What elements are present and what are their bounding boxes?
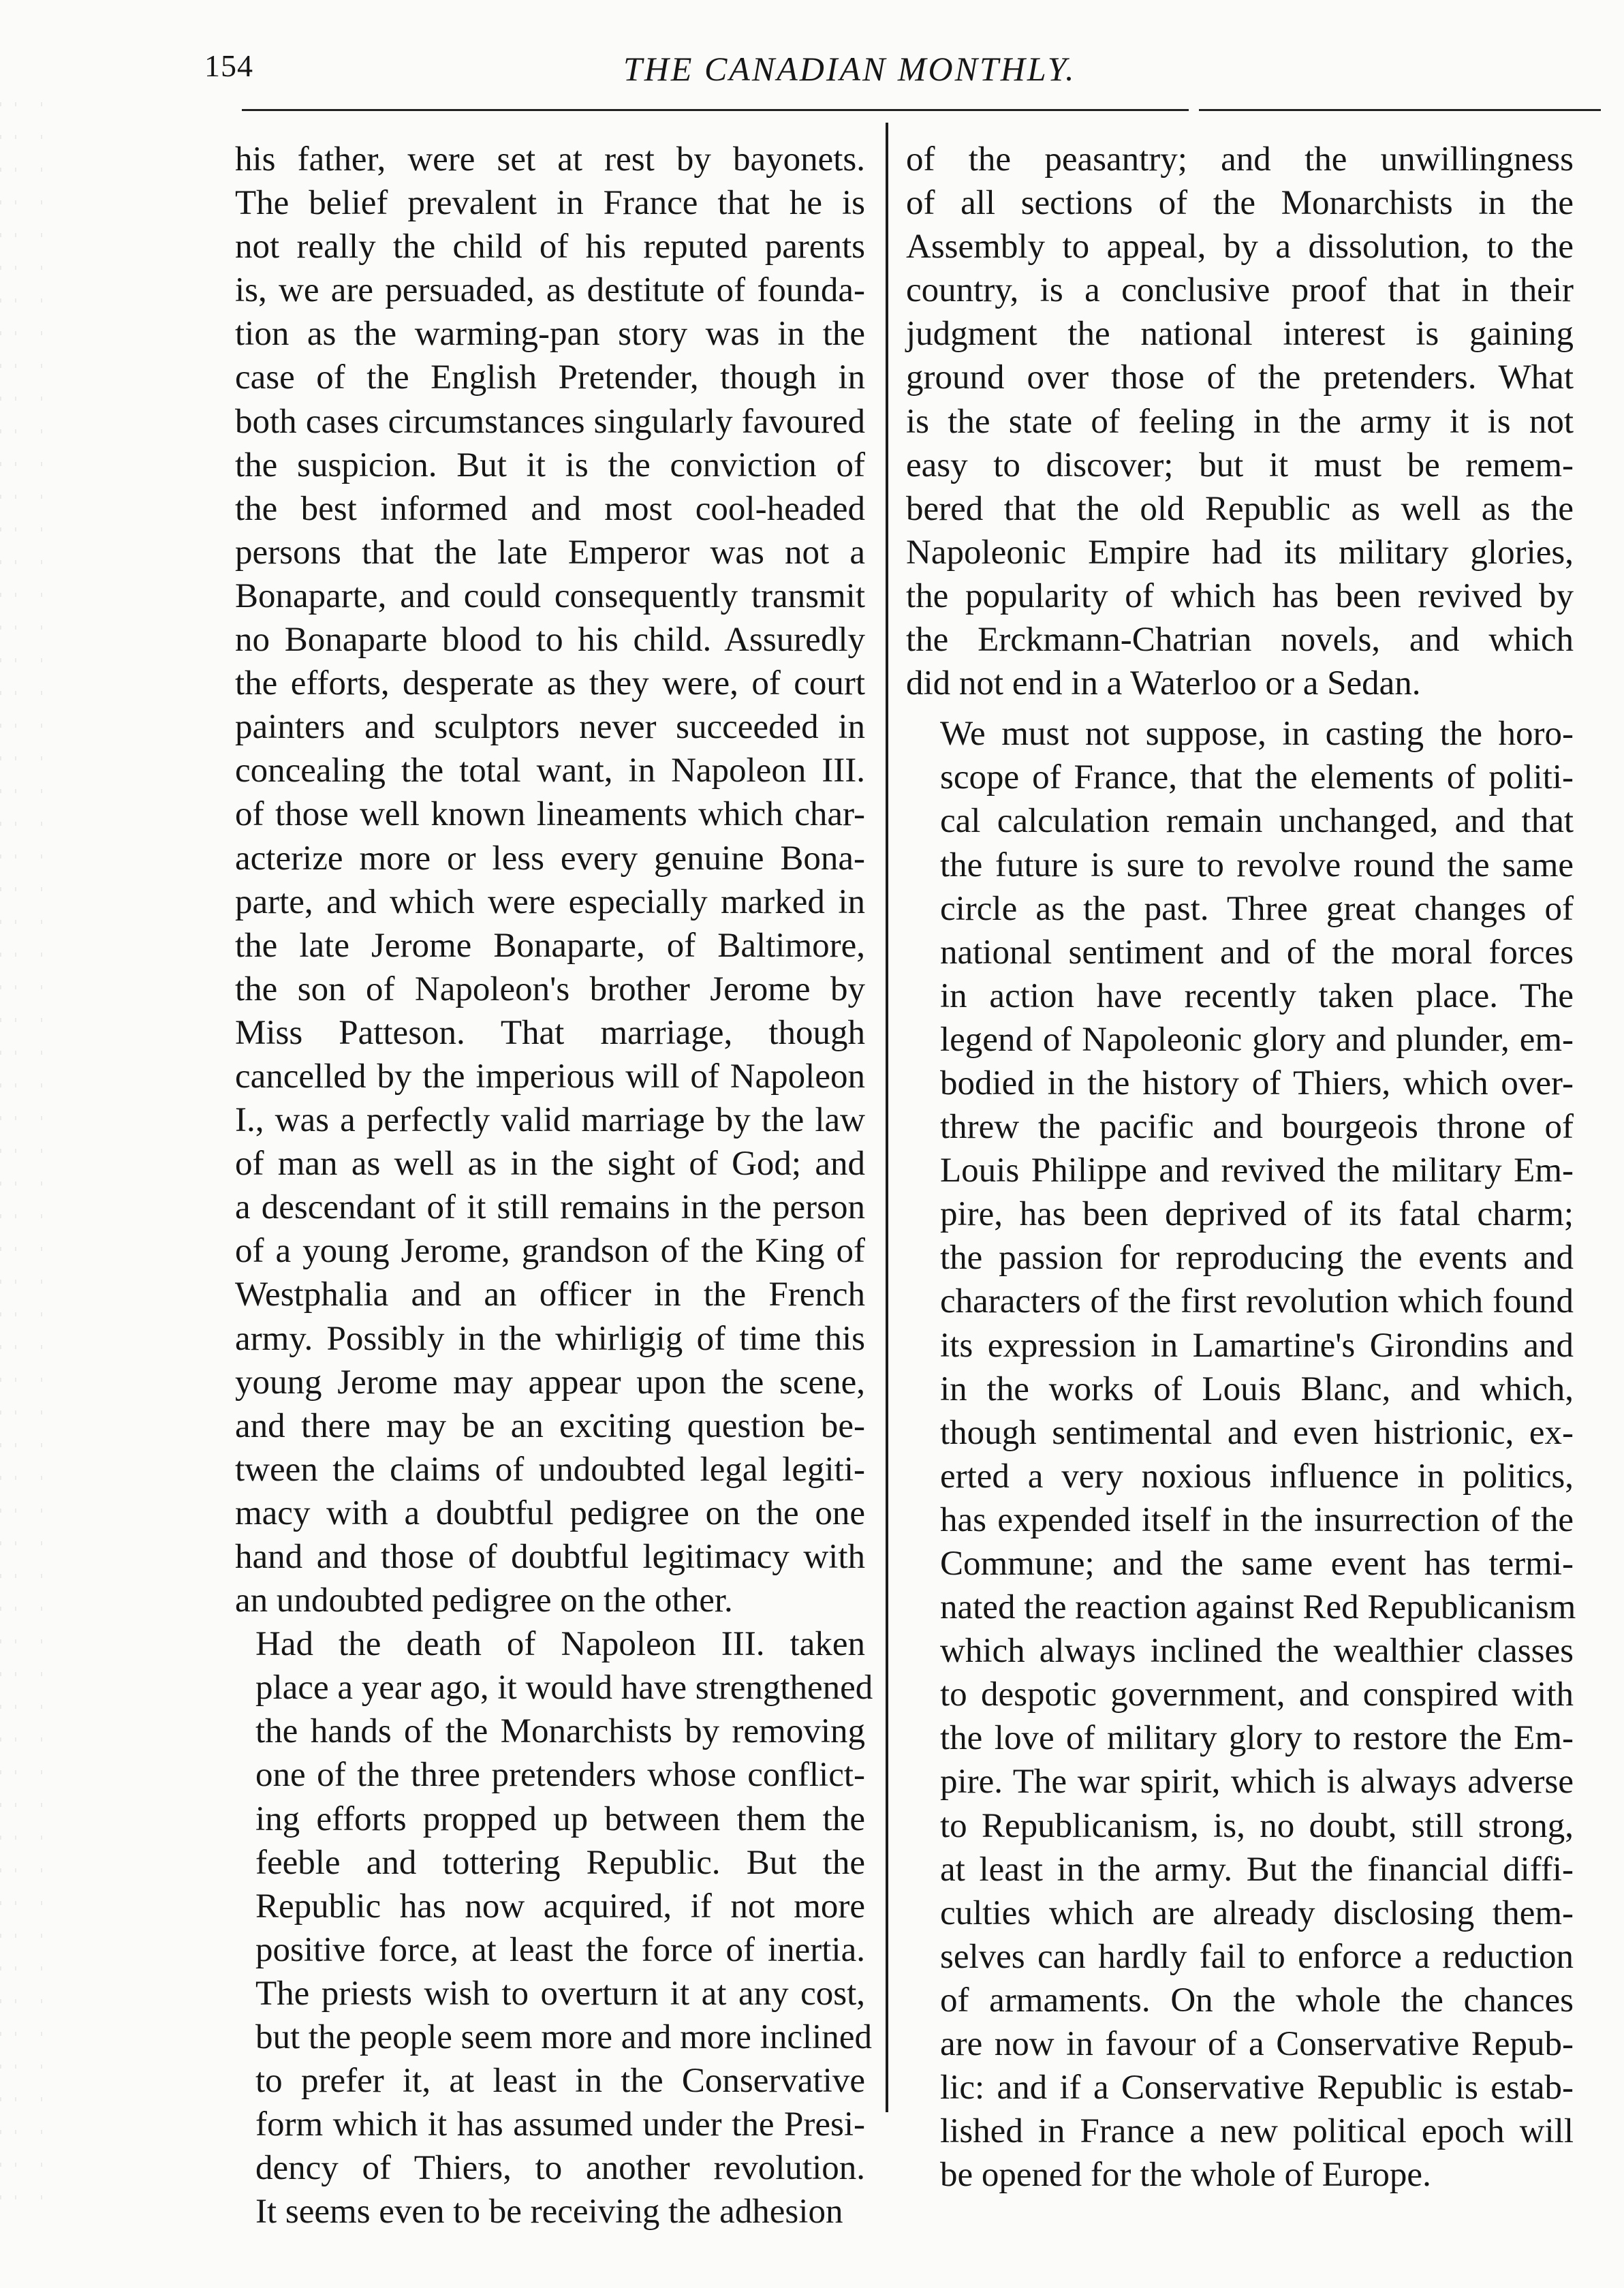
text-line: macy with a doubtful pedigree on the one <box>235 1494 865 1532</box>
text-line: It seems even to be receiving the adhesion <box>255 2193 843 2231</box>
text-line: of those well known lineaments which char- <box>235 795 865 834</box>
text-line: of armaments. On the whole the chances <box>940 1981 1574 2020</box>
text-line: hand and those of doubtful legitimacy with <box>235 1538 865 1576</box>
text-line: judgment the national interest is gaining <box>906 315 1574 354</box>
left-paragraph-1 <box>235 138 865 1622</box>
text-line: threw the pacific and bourgeois throne of <box>940 1108 1574 1147</box>
text-line: tion as the warming-pan story was in the <box>235 315 865 354</box>
text-line: ing efforts propped up between them the <box>255 1799 865 1838</box>
text-line: its expression in Lamartine's Girondins and <box>940 1326 1574 1365</box>
text-line: Louis Philippe and revived the military Em- <box>940 1151 1574 1190</box>
text-line: feeble and tottering Republic. But the <box>255 1843 865 1882</box>
text-line: selves can hardly fail to enforce a reduction <box>940 1937 1574 1976</box>
text-line: be opened for the whole of Europe. <box>940 2156 1431 2195</box>
text-line: Assembly to appeal, by a dissolution, to the <box>906 228 1574 266</box>
text-line: is, we are persuaded, as destitute of founda- <box>235 271 865 310</box>
text-line: both cases circumstances singularly favoured <box>235 402 865 441</box>
text-line: characters of the first revolution which found <box>940 1282 1574 1321</box>
text-line: did not end in a Waterloo or a Sedan. <box>906 664 1421 703</box>
text-line: no Bonaparte blood to his child. Assuredly <box>235 621 865 660</box>
text-line: Westphalia and an officer in the French <box>235 1276 865 1314</box>
text-line: his father, were set at rest by bayonets. <box>235 140 865 179</box>
text-line: I., was a perfectly valid marriage by the law <box>235 1101 865 1140</box>
text-line: a descendant of it still remains in the person <box>235 1188 865 1227</box>
text-line: the hands of the Monarchists by removing <box>255 1712 865 1751</box>
text-line: to prefer it, at least in the Conservative <box>255 2062 865 2101</box>
text-line: painters and sculptors never succeeded in <box>235 708 865 747</box>
text-line: concealing the total want, in Napoleon III. <box>235 752 865 790</box>
text-line: place a year ago, it would have strengthened <box>255 1669 873 1707</box>
right-paragraph-1 <box>906 138 1574 705</box>
page-number: 154 <box>204 48 253 83</box>
text-line: of all sections of the Monarchists in the <box>906 184 1574 223</box>
text-line: legend of Napoleonic glory and plunder, em- <box>940 1020 1574 1059</box>
text-line: the suspicion. But it is the conviction of <box>235 446 865 484</box>
text-line: The priests wish to overturn it at any cost, <box>255 1974 865 2013</box>
text-line: Miss Patteson. That marriage, though <box>235 1013 865 1052</box>
text-line: nated the reaction against Red Republicanism <box>940 1588 1576 1627</box>
text-line: pire. The war spirit, which is always adverse <box>940 1763 1574 1802</box>
text-line: but the people seem more and more inclined <box>255 2018 872 2057</box>
column-divider <box>886 123 888 2112</box>
text-line: and there may be an exciting question be- <box>235 1406 865 1445</box>
text-line: is the state of feeling in the army it is not <box>906 402 1574 441</box>
text-line: positive force, at least the force of inertia. <box>255 1930 865 1969</box>
text-line: parte, and which were especially marked in <box>235 882 865 921</box>
text-line: an undoubted pedigree on the other. <box>235 1581 733 1620</box>
text-line: pire, has been deprived of its fatal charm; <box>940 1195 1574 1234</box>
right-paragraph-2 <box>906 712 1574 2197</box>
text-line: though sentimental and even histrionic, ex- <box>940 1413 1574 1452</box>
text-line: which always inclined the wealthier classes <box>940 1632 1574 1671</box>
text-line: are now in favour of a Conservative Repub- <box>940 2025 1574 2064</box>
text-line: culties which are already disclosing them- <box>940 1893 1574 1932</box>
text-line: scope of France, that the elements of politi- <box>940 758 1574 797</box>
text-line: bered that the old Republic as well as the <box>906 489 1574 528</box>
text-line: country, is a conclusive proof that in their <box>906 271 1574 310</box>
text-line: not really the child of his reputed parents <box>235 228 865 266</box>
text-line: We must not suppose, in casting the horo- <box>940 715 1574 754</box>
text-line: erted a very noxious influence in politics, <box>940 1457 1574 1496</box>
text-line: army. Possibly in the whirligig of time this <box>235 1319 865 1358</box>
right-column <box>906 138 1574 2197</box>
text-line: lished in France a new political epoch will <box>940 2112 1574 2151</box>
text-line: the efforts, desperate as they were, of court <box>235 664 865 703</box>
text-line: ground over those of the pretenders. What <box>906 358 1574 397</box>
text-line: the love of military glory to restore the Em- <box>940 1719 1574 1758</box>
text-line: young Jerome may appear upon the scene, <box>235 1363 865 1402</box>
text-line: form which it has assumed under the Presi- <box>255 2105 865 2144</box>
text-line: Had the death of Napoleon III. taken <box>255 1625 865 1664</box>
header-rule-right <box>1199 109 1601 111</box>
text-line: of a young Jerome, grandson of the King of <box>235 1232 865 1271</box>
header-rule-left <box>242 109 1189 111</box>
text-line: cal calculation remain unchanged, and that <box>940 802 1574 841</box>
text-line: of the peasantry; and the unwillingness <box>906 140 1574 179</box>
text-line: the popularity of which has been revived by <box>906 576 1574 615</box>
text-line: dency of Thiers, to another revolution. <box>255 2149 865 2188</box>
text-line: the best informed and most cool-headed <box>235 489 865 528</box>
text-line: easy to discover; but it must be remem- <box>906 446 1574 484</box>
text-line: one of the three pretenders whose conflict- <box>255 1756 865 1795</box>
left-column <box>235 138 873 2234</box>
text-line: to despotic government, and conspired with <box>940 1675 1574 1714</box>
text-line: national sentiment and of the moral forces <box>940 933 1574 972</box>
text-line: Republic has now acquired, if not more <box>255 1887 865 1926</box>
text-line: of man as well as in the sight of God; and <box>235 1145 865 1184</box>
text-line: in the works of Louis Blanc, and which, <box>940 1370 1574 1408</box>
scan-margin-marks <box>0 102 89 2214</box>
text-line: at least in the army. But the financial diffi- <box>940 1850 1574 1889</box>
text-line: lic: and if a Conservative Republic is estab- <box>940 2069 1574 2107</box>
text-line: the Erckmann-Chatrian novels, and which <box>906 621 1574 660</box>
text-line: cancelled by the imperious will of Napoleon <box>235 1057 865 1096</box>
text-line: tween the claims of undoubted legal legiti- <box>235 1450 865 1489</box>
running-title: THE CANADIAN MONTHLY. <box>623 50 1076 88</box>
text-line: the passion for reproducing the events and <box>940 1239 1574 1278</box>
text-line: Bonaparte, and could consequently transmit <box>235 576 865 615</box>
text-line: case of the English Pretender, though in <box>235 358 865 397</box>
text-line: circle as the past. Three great changes of <box>940 889 1574 928</box>
text-line: persons that the late Emperor was not a <box>235 533 865 572</box>
text-line: bodied in the history of Thiers, which over- <box>940 1064 1574 1102</box>
text-line: acterize more or less every genuine Bona- <box>235 839 865 878</box>
text-line: the future is sure to revolve round the same <box>940 846 1574 884</box>
text-line: has expended itself in the insurrection of the <box>940 1500 1574 1539</box>
text-line: the son of Napoleon's brother Jerome by <box>235 970 865 1008</box>
text-line: Commune; and the same event has termi- <box>940 1545 1574 1583</box>
text-line: to Republicanism, is, no doubt, still strong, <box>940 1806 1574 1845</box>
text-line: The belief prevalent in France that he is <box>235 184 865 223</box>
left-paragraph-2 <box>235 1622 873 2233</box>
text-line: the late Jerome Bonaparte, of Baltimore, <box>235 926 865 965</box>
text-line: Napoleonic Empire had its military glories, <box>906 533 1574 572</box>
text-line: in action have recently taken place. The <box>940 976 1574 1015</box>
